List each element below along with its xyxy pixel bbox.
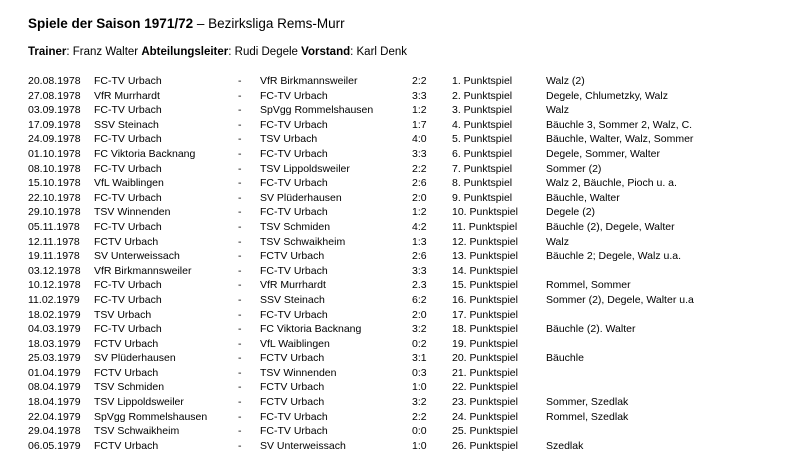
table-row	[28, 222, 786, 237]
table-row	[28, 251, 786, 266]
fixture-score: 1:2	[412, 206, 427, 219]
fixture-away-team: FC-TV Urbach	[260, 177, 328, 190]
fixture-date: 29.10.1978	[28, 206, 81, 219]
fixture-home-team: VfL Waiblingen	[94, 177, 164, 190]
table-row	[28, 324, 786, 339]
fixture-separator: -	[238, 104, 242, 117]
table-row	[28, 426, 786, 441]
fixture-score: 3:3	[412, 264, 427, 277]
abteilungsleiter-separator: :	[228, 46, 235, 58]
fixture-home-team: SV Plüderhausen	[94, 352, 176, 365]
fixture-score: 2:0	[412, 308, 427, 321]
fixture-scorers: Degele, Chlumetzky, Walz	[546, 89, 668, 102]
fixture-scorers	[546, 426, 786, 441]
fixture-away-team: VfL Waiblingen	[260, 337, 330, 350]
fixture-round: 10. Punktspiel	[452, 206, 518, 219]
fixture-scorers: Sommer (2), Degele, Walter u.a	[546, 293, 694, 306]
fixture-scorers: Bäuchle (2), Degele, Walter	[546, 220, 675, 233]
fixture-scorers: Bäuchle (2). Walter	[546, 323, 636, 336]
fixture-round: 21. Punktspiel	[452, 366, 518, 379]
fixture-date: 18.02.1979	[28, 308, 81, 321]
fixture-score: 1:0	[412, 381, 427, 394]
fixture-home-team: FC-TV Urbach	[94, 323, 162, 336]
fixture-date: 18.04.1979	[28, 396, 81, 409]
fixture-home-team: TSV Winnenden	[94, 206, 171, 219]
fixture-date: 06.05.1979	[28, 439, 81, 452]
fixture-date: 19.11.1978	[28, 250, 80, 263]
fixture-away-team: FC-TV Urbach	[260, 147, 328, 160]
fixtures-table	[28, 76, 786, 455]
table-row	[28, 441, 786, 456]
table-row	[28, 280, 786, 295]
fixture-away-team: VfR Murrhardt	[260, 279, 326, 292]
fixture-scorers	[546, 310, 786, 325]
fixture-score: 3:2	[412, 323, 427, 336]
table-row	[28, 412, 786, 427]
fixture-round: 23. Punktspiel	[452, 396, 518, 409]
fixture-home-team: FC-TV Urbach	[94, 191, 162, 204]
fixture-scorers: Rommel, Sommer	[546, 279, 631, 292]
fixture-scorers: Bäuchle, Walter, Walz, Sommer	[546, 133, 694, 146]
fixture-away-team: FCTV Urbach	[260, 352, 325, 365]
fixture-scorers: Sommer, Szedlak	[546, 396, 629, 409]
table-row	[28, 295, 786, 310]
fixture-home-team: FC Viktoria Backnang	[94, 147, 196, 160]
fixture-away-team: FC-TV Urbach	[260, 410, 328, 423]
fixture-score: 4:2	[412, 220, 427, 233]
fixture-separator: -	[238, 352, 242, 365]
fixture-away-team: FC-TV Urbach	[260, 308, 328, 321]
fixture-home-team: SpVgg Rommelshausen	[94, 410, 208, 423]
table-row	[28, 237, 786, 252]
fixture-scorers: Walz (2)	[546, 75, 585, 87]
fixture-away-team: TSV Urbach	[260, 133, 318, 146]
table-row	[28, 178, 786, 193]
fixture-separator: -	[238, 425, 242, 438]
fixture-date: 03.12.1978	[28, 264, 81, 277]
fixture-separator: -	[238, 366, 242, 379]
fixture-home-team: FC-TV Urbach	[94, 104, 162, 117]
fixture-separator: -	[238, 220, 242, 233]
fixture-away-team: TSV Schmiden	[260, 220, 331, 233]
fixture-date: 04.03.1979	[28, 323, 81, 336]
fixture-scorers	[546, 382, 786, 397]
fixture-separator: -	[238, 308, 242, 321]
fixture-away-team: FC-TV Urbach	[260, 425, 328, 438]
table-row	[28, 120, 786, 135]
fixture-round: 18. Punktspiel	[452, 323, 518, 336]
fixture-round: 24. Punktspiel	[452, 410, 518, 423]
fixture-date: 24.09.1978	[28, 133, 81, 146]
fixture-home-team: FCTV Urbach	[94, 366, 159, 379]
fixture-round: 26. Punktspiel	[452, 439, 518, 452]
fixture-away-team: FC-TV Urbach	[260, 89, 328, 102]
fixture-date: 15.10.1978	[28, 177, 81, 190]
fixture-score: 2:2	[412, 75, 427, 87]
vorstand-separator: :	[350, 46, 357, 58]
fixture-separator: -	[238, 381, 242, 394]
fixture-scorers: Walz	[546, 104, 569, 117]
fixture-separator: -	[238, 264, 242, 277]
fixture-round: 2. Punktspiel	[452, 89, 513, 102]
fixture-separator: -	[238, 439, 242, 452]
fixture-score: 3:3	[412, 89, 427, 102]
fixture-score: 1:7	[412, 118, 427, 131]
fixture-away-team: FC-TV Urbach	[260, 118, 328, 131]
fixture-date: 05.11.1978	[28, 220, 80, 233]
fixture-scorers: Bäuchle, Walter	[546, 191, 620, 204]
fixture-scorers: Bäuchle 2; Degele, Walz u.a.	[546, 250, 682, 263]
fixture-scorers: Walz	[546, 235, 569, 248]
fixture-away-team: SV Plüderhausen	[260, 191, 342, 204]
trainer-separator: :	[66, 46, 73, 58]
fixture-date: 03.09.1978	[28, 104, 81, 117]
fixture-date: 20.08.1978	[28, 75, 81, 87]
fixture-scorers	[546, 368, 786, 383]
fixture-away-team: SV Unterweissach	[260, 439, 346, 452]
fixture-away-team: SpVgg Rommelshausen	[260, 104, 374, 117]
fixture-date: 25.03.1979	[28, 352, 81, 365]
fixture-date: 11.02.1979	[28, 293, 80, 306]
fixture-score: 4:0	[412, 133, 427, 146]
page-title-main: Spiele der Saison 1971/72	[28, 16, 194, 31]
fixture-score: 0:2	[412, 337, 427, 350]
fixture-home-team: TSV Lippoldsweiler	[94, 396, 184, 409]
table-row	[28, 368, 786, 383]
fixture-round: 9. Punktspiel	[452, 191, 513, 204]
table-row	[28, 382, 786, 397]
fixture-round: 19. Punktspiel	[452, 337, 518, 350]
fixture-separator: -	[238, 118, 242, 131]
fixture-home-team: FC-TV Urbach	[94, 279, 162, 292]
fixture-score: 2:6	[412, 177, 427, 190]
fixture-away-team: FCTV Urbach	[260, 396, 325, 409]
fixture-separator: -	[238, 206, 242, 219]
fixture-round: 13. Punktspiel	[452, 250, 518, 263]
table-row	[28, 310, 786, 325]
fixture-home-team: FCTV Urbach	[94, 337, 159, 350]
fixture-separator: -	[238, 162, 242, 175]
fixture-date: 22.04.1979	[28, 410, 81, 423]
fixture-home-team: FCTV Urbach	[94, 439, 159, 452]
fixture-home-team: FC-TV Urbach	[94, 220, 162, 233]
fixture-separator: -	[238, 279, 242, 292]
fixture-score: 1:3	[412, 235, 427, 248]
fixture-away-team: FC Viktoria Backnang	[260, 323, 362, 336]
fixture-score: 3:2	[412, 396, 427, 409]
fixture-away-team: TSV Lippoldsweiler	[260, 162, 350, 175]
table-row	[28, 266, 786, 281]
staff-line	[28, 46, 407, 58]
fixture-home-team: FC-TV Urbach	[94, 293, 162, 306]
fixture-home-team: TSV Schwaikheim	[94, 425, 180, 438]
fixture-date: 17.09.1978	[28, 118, 81, 131]
fixture-separator: -	[238, 75, 242, 87]
fixture-scorers: Szedlak	[546, 439, 584, 452]
fixture-separator: -	[238, 191, 242, 204]
table-row	[28, 193, 786, 208]
fixture-separator: -	[238, 396, 242, 409]
fixture-round: 8. Punktspiel	[452, 177, 513, 190]
table-row	[28, 397, 786, 412]
fixture-scorers: Rommel, Szedlak	[546, 410, 629, 423]
fixture-home-team: FC-TV Urbach	[94, 75, 162, 87]
fixture-home-team: FC-TV Urbach	[94, 162, 162, 175]
fixture-away-team: FC-TV Urbach	[260, 264, 328, 277]
fixture-score: 1:2	[412, 104, 427, 117]
fixture-home-team: FC-TV Urbach	[94, 133, 162, 146]
fixture-home-team: TSV Urbach	[94, 308, 152, 321]
trainer-label: Trainer	[28, 46, 67, 58]
fixture-separator: -	[238, 133, 242, 146]
fixture-away-team: FC-TV Urbach	[260, 206, 328, 219]
fixture-away-team: FCTV Urbach	[260, 250, 325, 263]
page-title	[28, 16, 345, 31]
fixture-round: 22. Punktspiel	[452, 381, 518, 394]
fixture-score: 2:2	[412, 410, 427, 423]
fixture-date: 08.10.1978	[28, 162, 81, 175]
fixture-round: 25. Punktspiel	[452, 425, 518, 438]
fixture-round: 15. Punktspiel	[452, 279, 518, 292]
fixture-home-team: SV Unterweissach	[94, 250, 180, 263]
table-row	[28, 91, 786, 106]
fixture-home-team: TSV Schmiden	[94, 381, 165, 394]
fixture-score: 0:0	[412, 425, 427, 438]
abteilungsleiter-name: Rudi Degele	[234, 46, 302, 58]
fixture-round: 12. Punktspiel	[452, 235, 518, 248]
fixture-separator: -	[238, 337, 242, 350]
fixture-round: 6. Punktspiel	[452, 147, 513, 160]
fixture-separator: -	[238, 177, 242, 190]
fixture-scorers	[546, 339, 786, 354]
fixture-scorers	[546, 266, 786, 281]
fixture-round: 3. Punktspiel	[452, 104, 513, 117]
fixture-away-team: SSV Steinach	[260, 293, 325, 306]
fixture-separator: -	[238, 250, 242, 263]
page-title-sub: – Bezirksliga Rems-Murr	[193, 16, 345, 31]
fixture-round: 5. Punktspiel	[452, 133, 513, 146]
fixture-score: 1:0	[412, 439, 427, 452]
fixture-away-team: VfR Birkmannsweiler	[260, 75, 358, 87]
fixture-separator: -	[238, 410, 242, 423]
table-row	[28, 339, 786, 354]
trainer-name: Franz Walter	[72, 46, 142, 58]
fixture-date: 10.12.1978	[28, 279, 81, 292]
vorstand-label: Vorstand	[301, 46, 351, 58]
fixture-away-team: TSV Winnenden	[260, 366, 337, 379]
fixture-round: 14. Punktspiel	[452, 264, 518, 277]
fixture-scorers: Sommer (2)	[546, 162, 602, 175]
fixture-scorers: Walz 2, Bäuchle, Pioch u. a.	[546, 177, 677, 190]
vorstand-name: Karl Denk	[356, 46, 408, 58]
fixture-date: 12.11.1978	[28, 235, 80, 248]
fixture-round: 7. Punktspiel	[452, 162, 513, 175]
table-row	[28, 105, 786, 120]
fixture-score: 2:2	[412, 162, 427, 175]
fixture-scorers: Bäuchle 3, Sommer 2, Walz, C.	[546, 118, 693, 131]
table-row	[28, 207, 786, 222]
fixture-home-team: SSV Steinach	[94, 118, 159, 131]
fixture-separator: -	[238, 147, 242, 160]
fixture-separator: -	[238, 89, 242, 102]
fixture-round: 11. Punktspiel	[452, 220, 518, 233]
fixture-score: 6:2	[412, 293, 427, 306]
fixture-round: 20. Punktspiel	[452, 352, 518, 365]
fixture-round: 16. Punktspiel	[452, 293, 518, 306]
fixture-date: 29.04.1978	[28, 425, 81, 438]
fixture-score: 2.3	[412, 279, 427, 292]
fixture-home-team: VfR Murrhardt	[94, 89, 160, 102]
fixture-score: 3:3	[412, 147, 427, 160]
fixture-date: 18.03.1979	[28, 337, 81, 350]
table-row	[28, 353, 786, 368]
fixtures-body	[28, 76, 786, 455]
fixture-round: 17. Punktspiel	[452, 308, 518, 321]
abteilungsleiter-label: Abteilungsleiter	[141, 46, 229, 58]
table-row	[28, 76, 786, 91]
fixture-separator: -	[238, 293, 242, 306]
fixture-score: 2:0	[412, 191, 427, 204]
fixture-scorers: Bäuchle	[546, 352, 584, 365]
table-row	[28, 164, 786, 179]
fixture-home-team: VfR Birkmannsweiler	[94, 264, 192, 277]
fixture-scorers: Degele, Sommer, Walter	[546, 147, 660, 160]
fixture-date: 27.08.1978	[28, 89, 81, 102]
fixture-round: 1. Punktspiel	[452, 75, 513, 87]
fixture-away-team: TSV Schwaikheim	[260, 235, 346, 248]
table-row	[28, 134, 786, 149]
fixture-separator: -	[238, 235, 242, 248]
fixture-date: 01.04.1979	[28, 366, 81, 379]
fixture-score: 0:3	[412, 366, 427, 379]
fixture-date: 01.10.1978	[28, 147, 81, 160]
fixture-score: 2:6	[412, 250, 427, 263]
fixture-date: 08.04.1979	[28, 381, 81, 394]
fixture-away-team: FCTV Urbach	[260, 381, 325, 394]
fixture-date: 22.10.1978	[28, 191, 81, 204]
fixture-scorers: Degele (2)	[546, 206, 596, 219]
fixture-home-team: FCTV Urbach	[94, 235, 159, 248]
table-row	[28, 149, 786, 164]
fixture-separator: -	[238, 323, 242, 336]
fixture-round: 4. Punktspiel	[452, 118, 513, 131]
fixture-score: 3:1	[412, 352, 427, 365]
